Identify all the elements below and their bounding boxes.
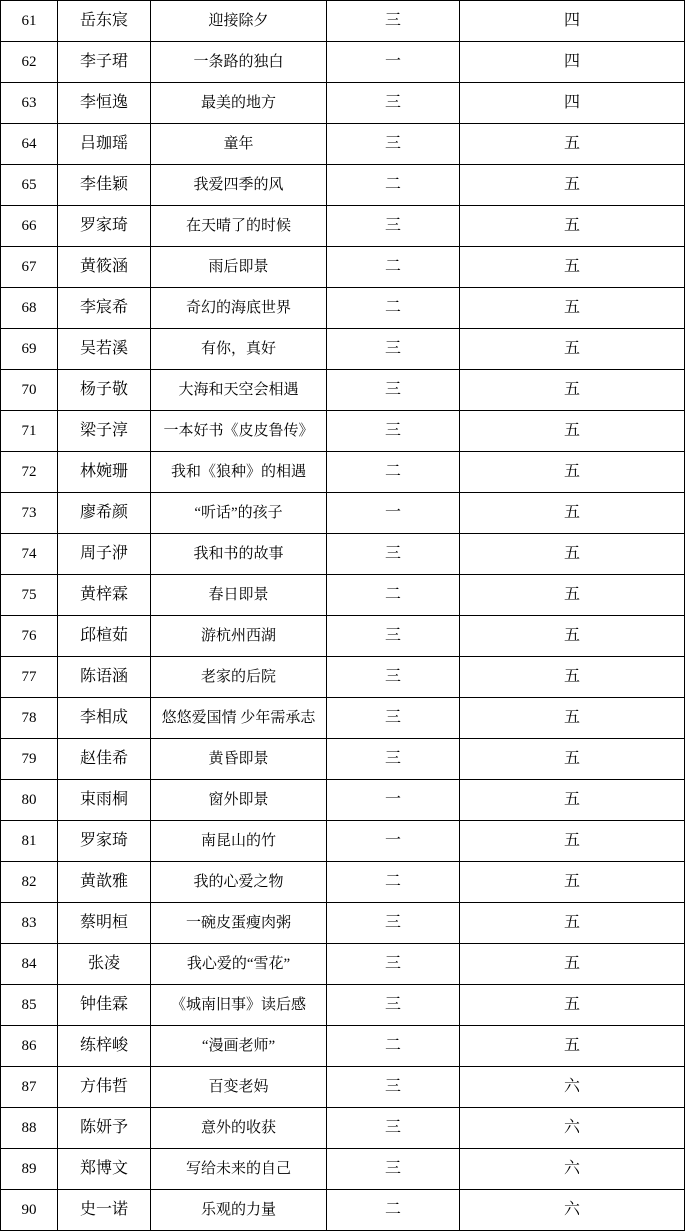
cell-number: 73 <box>1 493 58 534</box>
cell-award: 三 <box>327 985 460 1026</box>
cell-award: 三 <box>327 616 460 657</box>
cell-award: 三 <box>327 698 460 739</box>
cell-title: 游杭州西湖 <box>151 616 327 657</box>
cell-award: 二 <box>327 1190 460 1231</box>
cell-award: 三 <box>327 329 460 370</box>
cell-number: 78 <box>1 698 58 739</box>
cell-award: 一 <box>327 821 460 862</box>
table-row <box>1 288 685 329</box>
table-row <box>1 985 685 1026</box>
table-row <box>1 329 685 370</box>
cell-award: 三 <box>327 124 460 165</box>
cell-number: 76 <box>1 616 58 657</box>
table-row <box>1 1190 685 1231</box>
cell-name: 史一诺 <box>58 1190 151 1231</box>
cell-number: 63 <box>1 83 58 124</box>
cell-title: 有你，真好 <box>151 329 327 370</box>
cell-title: 窗外即景 <box>151 780 327 821</box>
cell-number: 70 <box>1 370 58 411</box>
cell-award: 三 <box>327 534 460 575</box>
cell-number: 74 <box>1 534 58 575</box>
cell-name: 黄梓霖 <box>58 575 151 616</box>
cell-name: 林婉珊 <box>58 452 151 493</box>
cell-number: 81 <box>1 821 58 862</box>
cell-award: 三 <box>327 206 460 247</box>
table-row <box>1 1108 685 1149</box>
cell-grade: 五 <box>460 698 685 739</box>
cell-name: 李佳颖 <box>58 165 151 206</box>
cell-number: 71 <box>1 411 58 452</box>
cell-award: 二 <box>327 575 460 616</box>
cell-award: 一 <box>327 493 460 534</box>
cell-title: 在天晴了的时候 <box>151 206 327 247</box>
cell-name: 张凌 <box>58 944 151 985</box>
table-row <box>1 821 685 862</box>
cell-award: 三 <box>327 657 460 698</box>
cell-title: 悠悠爱国情 少年需承志 <box>151 698 327 739</box>
cell-number: 68 <box>1 288 58 329</box>
cell-number: 62 <box>1 42 58 83</box>
cell-title: 我和《狼种》的相遇 <box>151 452 327 493</box>
cell-title: 大海和天空会相遇 <box>151 370 327 411</box>
cell-name: 吴若溪 <box>58 329 151 370</box>
cell-title: 迎接除夕 <box>151 1 327 42</box>
cell-title: 最美的地方 <box>151 83 327 124</box>
cell-award: 三 <box>327 1108 460 1149</box>
cell-name: 陈妍予 <box>58 1108 151 1149</box>
table-row <box>1 575 685 616</box>
cell-name: 廖希颜 <box>58 493 151 534</box>
cell-grade: 五 <box>460 575 685 616</box>
cell-grade: 五 <box>460 247 685 288</box>
cell-award: 二 <box>327 165 460 206</box>
cell-title: “听话”的孩子 <box>151 493 327 534</box>
cell-title: “漫画老师” <box>151 1026 327 1067</box>
table-row <box>1 206 685 247</box>
cell-grade: 五 <box>460 657 685 698</box>
table-row <box>1 534 685 575</box>
cell-award: 二 <box>327 862 460 903</box>
cell-title: 意外的收获 <box>151 1108 327 1149</box>
cell-award: 一 <box>327 780 460 821</box>
cell-title: 《城南旧事》读后感 <box>151 985 327 1026</box>
table-row <box>1 1026 685 1067</box>
cell-name: 李子珺 <box>58 42 151 83</box>
table-row <box>1 739 685 780</box>
cell-title: 南昆山的竹 <box>151 821 327 862</box>
cell-grade: 四 <box>460 83 685 124</box>
cell-name: 杨子敬 <box>58 370 151 411</box>
cell-number: 61 <box>1 1 58 42</box>
cell-number: 64 <box>1 124 58 165</box>
cell-name: 罗家琦 <box>58 821 151 862</box>
cell-grade: 六 <box>460 1149 685 1190</box>
cell-grade: 五 <box>460 124 685 165</box>
cell-number: 72 <box>1 452 58 493</box>
cell-award: 三 <box>327 944 460 985</box>
cell-award: 三 <box>327 739 460 780</box>
cell-grade: 五 <box>460 780 685 821</box>
cell-title: 百变老妈 <box>151 1067 327 1108</box>
cell-name: 李宸希 <box>58 288 151 329</box>
cell-award: 一 <box>327 42 460 83</box>
cell-grade: 五 <box>460 1026 685 1067</box>
cell-award: 三 <box>327 903 460 944</box>
cell-name: 邱楦茹 <box>58 616 151 657</box>
cell-number: 88 <box>1 1108 58 1149</box>
table-row <box>1 370 685 411</box>
cell-award: 三 <box>327 1 460 42</box>
cell-number: 89 <box>1 1149 58 1190</box>
cell-grade: 五 <box>460 493 685 534</box>
cell-grade: 五 <box>460 903 685 944</box>
cell-grade: 五 <box>460 985 685 1026</box>
cell-name: 方伟哲 <box>58 1067 151 1108</box>
cell-title: 一条路的独白 <box>151 42 327 83</box>
cell-award: 二 <box>327 1026 460 1067</box>
table-row <box>1 1067 685 1108</box>
cell-award: 三 <box>327 83 460 124</box>
cell-name: 赵佳希 <box>58 739 151 780</box>
cell-grade: 四 <box>460 1 685 42</box>
cell-title: 一碗皮蛋瘦肉粥 <box>151 903 327 944</box>
cell-grade: 五 <box>460 288 685 329</box>
cell-grade: 五 <box>460 452 685 493</box>
table-row <box>1 411 685 452</box>
cell-title: 一本好书《皮皮鲁传》 <box>151 411 327 452</box>
cell-name: 束雨桐 <box>58 780 151 821</box>
table-row <box>1 1 685 42</box>
cell-title: 乐观的力量 <box>151 1190 327 1231</box>
cell-number: 75 <box>1 575 58 616</box>
cell-grade: 六 <box>460 1067 685 1108</box>
cell-award: 三 <box>327 1067 460 1108</box>
cell-number: 79 <box>1 739 58 780</box>
cell-grade: 五 <box>460 616 685 657</box>
cell-title: 奇幻的海底世界 <box>151 288 327 329</box>
table-row <box>1 124 685 165</box>
table-row <box>1 780 685 821</box>
cell-number: 87 <box>1 1067 58 1108</box>
table-row <box>1 657 685 698</box>
cell-title: 我的心爱之物 <box>151 862 327 903</box>
table-row <box>1 493 685 534</box>
cell-grade: 五 <box>460 206 685 247</box>
cell-number: 85 <box>1 985 58 1026</box>
cell-award: 三 <box>327 370 460 411</box>
table-row <box>1 944 685 985</box>
cell-number: 90 <box>1 1190 58 1231</box>
cell-grade: 五 <box>460 411 685 452</box>
cell-number: 69 <box>1 329 58 370</box>
cell-grade: 五 <box>460 821 685 862</box>
cell-number: 66 <box>1 206 58 247</box>
cell-title: 老家的后院 <box>151 657 327 698</box>
table-row <box>1 616 685 657</box>
cell-name: 吕珈瑶 <box>58 124 151 165</box>
cell-title: 我心爱的“雪花” <box>151 944 327 985</box>
table-row <box>1 165 685 206</box>
cell-number: 84 <box>1 944 58 985</box>
table-row <box>1 83 685 124</box>
cell-award: 二 <box>327 247 460 288</box>
cell-name: 岳东宸 <box>58 1 151 42</box>
cell-title: 写给未来的自己 <box>151 1149 327 1190</box>
cell-name: 周子洢 <box>58 534 151 575</box>
cell-name: 郑博文 <box>58 1149 151 1190</box>
cell-title: 黄昏即景 <box>151 739 327 780</box>
table-row <box>1 862 685 903</box>
cell-number: 77 <box>1 657 58 698</box>
table-row <box>1 698 685 739</box>
cell-grade: 五 <box>460 165 685 206</box>
cell-title: 我和书的故事 <box>151 534 327 575</box>
cell-grade: 五 <box>460 862 685 903</box>
cell-award: 二 <box>327 452 460 493</box>
cell-grade: 六 <box>460 1190 685 1231</box>
cell-award: 三 <box>327 1149 460 1190</box>
cell-name: 蔡明桓 <box>58 903 151 944</box>
cell-name: 钟佳霖 <box>58 985 151 1026</box>
cell-grade: 五 <box>460 534 685 575</box>
cell-grade: 五 <box>460 944 685 985</box>
cell-name: 黄筱涵 <box>58 247 151 288</box>
cell-grade: 五 <box>460 739 685 780</box>
cell-number: 86 <box>1 1026 58 1067</box>
cell-name: 梁子淳 <box>58 411 151 452</box>
table-row <box>1 452 685 493</box>
cell-name: 罗家琦 <box>58 206 151 247</box>
cell-name: 陈语涵 <box>58 657 151 698</box>
cell-grade: 五 <box>460 370 685 411</box>
cell-number: 83 <box>1 903 58 944</box>
cell-title: 春日即景 <box>151 575 327 616</box>
cell-title: 雨后即景 <box>151 247 327 288</box>
cell-number: 67 <box>1 247 58 288</box>
table-row <box>1 247 685 288</box>
cell-name: 黄歆雅 <box>58 862 151 903</box>
cell-number: 80 <box>1 780 58 821</box>
cell-award: 二 <box>327 288 460 329</box>
cell-title: 童年 <box>151 124 327 165</box>
cell-grade: 四 <box>460 42 685 83</box>
cell-grade: 六 <box>460 1108 685 1149</box>
cell-name: 练梓峻 <box>58 1026 151 1067</box>
table-body <box>1 1 685 1231</box>
cell-number: 65 <box>1 165 58 206</box>
cell-award: 三 <box>327 411 460 452</box>
table-row <box>1 903 685 944</box>
cell-number: 82 <box>1 862 58 903</box>
cell-grade: 五 <box>460 329 685 370</box>
table-row <box>1 1149 685 1190</box>
table-row <box>1 42 685 83</box>
cell-title: 我爱四季的风 <box>151 165 327 206</box>
cell-name: 李相成 <box>58 698 151 739</box>
cell-name: 李恒逸 <box>58 83 151 124</box>
